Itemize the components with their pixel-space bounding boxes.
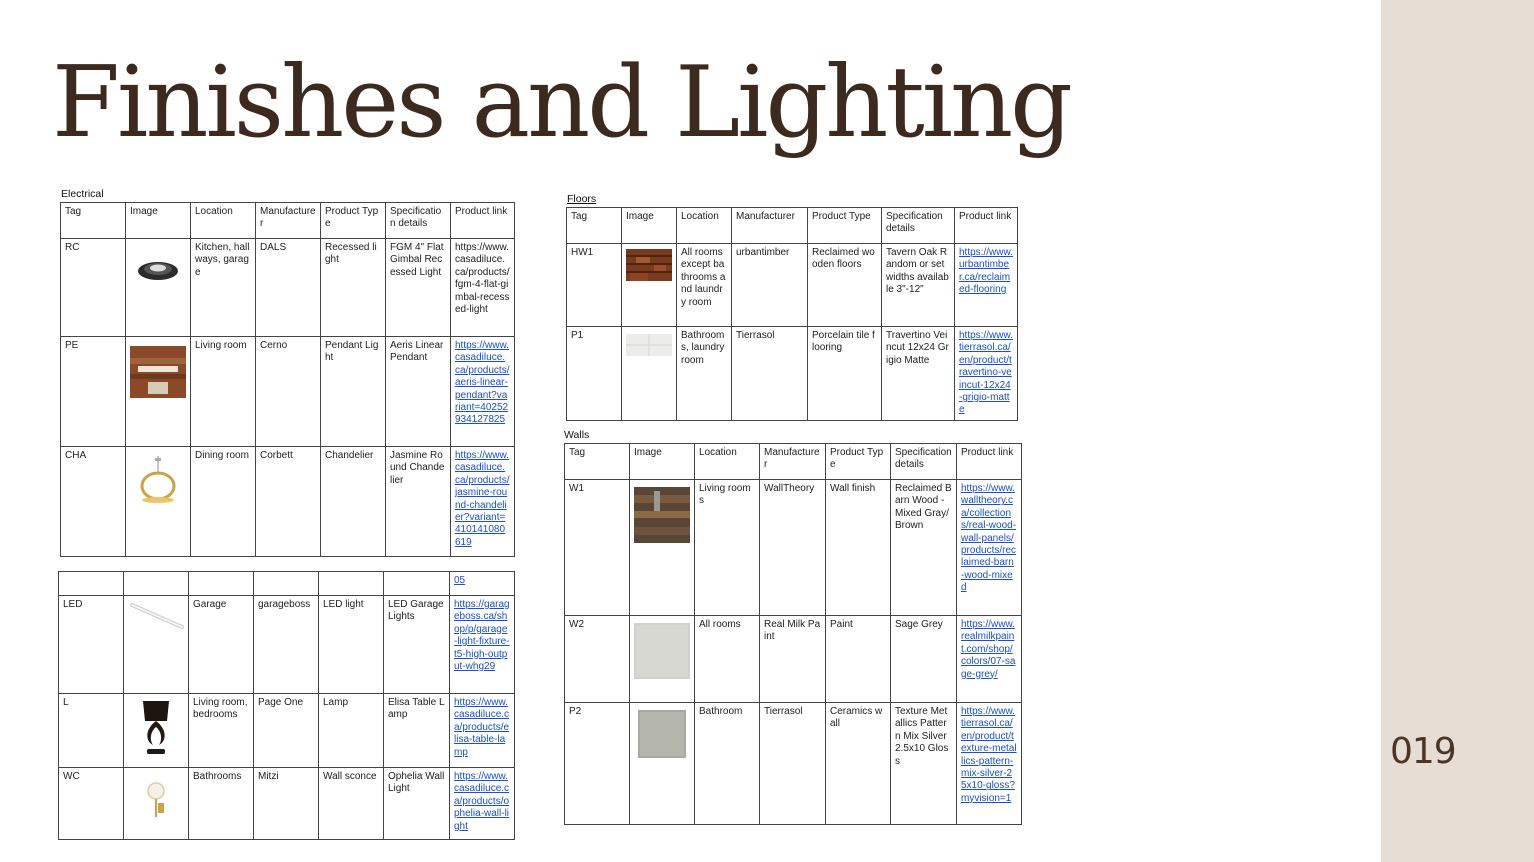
row-manufacturer: DALS bbox=[256, 239, 321, 337]
row-location: Bathrooms, laundry room bbox=[677, 327, 732, 421]
tile-floor-image bbox=[622, 327, 677, 421]
page-title: Finishes and Lighting bbox=[52, 46, 1070, 160]
table-row bbox=[59, 596, 515, 694]
row-location: All rooms bbox=[695, 616, 760, 703]
row-tag: L bbox=[59, 694, 124, 768]
header-image: Image bbox=[630, 444, 695, 480]
row-specification: LED Garage Lights bbox=[384, 596, 450, 694]
row-tag: W2 bbox=[565, 616, 630, 703]
row-product-type: Paint bbox=[826, 616, 891, 703]
header-product-link: Product link bbox=[451, 203, 515, 239]
header-product-type: Product Type bbox=[808, 208, 882, 244]
table-header-row bbox=[61, 203, 515, 239]
table-row bbox=[565, 480, 1022, 616]
row-location: Bathroom bbox=[695, 703, 760, 825]
table-row bbox=[59, 768, 515, 840]
row-product-type: Ceramics wall bbox=[826, 703, 891, 825]
header-product-type: Product Type bbox=[826, 444, 891, 480]
table-row bbox=[59, 694, 515, 768]
row-product-type: Pendant Light bbox=[321, 337, 386, 447]
row-location: Living room, bedrooms bbox=[189, 694, 254, 768]
row-product-type: Wall finish bbox=[826, 480, 891, 616]
chandelier-image bbox=[126, 447, 191, 557]
header-specification: Specification details bbox=[891, 444, 957, 480]
table-row bbox=[567, 244, 1018, 327]
row-tag: LED bbox=[59, 596, 124, 694]
row-specification: FGM 4" Flat Gimbal Recessed Light bbox=[386, 239, 451, 337]
walls-caption: Walls bbox=[564, 429, 590, 441]
header-manufacturer: Manufacturer bbox=[760, 444, 826, 480]
floors-caption: Floors bbox=[567, 193, 597, 205]
header-image: Image bbox=[126, 203, 191, 239]
row-product-type: Chandelier bbox=[321, 447, 386, 557]
table-row bbox=[61, 447, 515, 557]
led-tube-image bbox=[124, 596, 189, 694]
row-product-type: Wall sconce bbox=[319, 768, 384, 840]
header-product-type: Product Type bbox=[321, 203, 386, 239]
row-tag: PE bbox=[61, 337, 126, 447]
row-tag: W1 bbox=[565, 480, 630, 616]
row-manufacturer: Mitzi bbox=[254, 768, 319, 840]
row-product-type: Recessed light bbox=[321, 239, 386, 337]
row-product-link[interactable]: https://www.urbantimber.ca/reclaimed-flooring bbox=[955, 244, 1018, 327]
row-specification: Ophelia Wall Light bbox=[384, 768, 450, 840]
row-manufacturer: garageboss bbox=[254, 596, 319, 694]
row-specification: Jasmine Round Chandelier bbox=[386, 447, 451, 557]
table-row bbox=[565, 616, 1022, 703]
header-location: Location bbox=[191, 203, 256, 239]
row-product-type: Porcelain tile flooring bbox=[808, 327, 882, 421]
electrical-table bbox=[60, 202, 515, 557]
row-product-link[interactable]: https://www.casadiluce.ca/products/aeris-linear-pendant?variant=40252934127825 bbox=[451, 337, 515, 447]
row-product-link[interactable]: https://garageboss.ca/shop/p/garage-light-fixture-t5-high-output-whg29 bbox=[450, 596, 515, 694]
row-location: Garage bbox=[189, 596, 254, 694]
row-manufacturer: Corbett bbox=[256, 447, 321, 557]
header-manufacturer: Manufacturer bbox=[732, 208, 808, 244]
row-product-type: Reclaimed wooden floors bbox=[808, 244, 882, 327]
wall-sconce-image bbox=[124, 768, 189, 840]
header-location: Location bbox=[695, 444, 760, 480]
walls-table bbox=[564, 443, 1022, 825]
row-specification: Travertino Veincut 12x24 Grigio Matte bbox=[882, 327, 955, 421]
row-product-type: LED light bbox=[319, 596, 384, 694]
row-manufacturer: Real Milk Paint bbox=[760, 616, 826, 703]
row-tag: WC bbox=[59, 768, 124, 840]
header-tag: Tag bbox=[61, 203, 126, 239]
recessed-light-image bbox=[126, 239, 191, 337]
wood-floor-image bbox=[622, 244, 677, 327]
table-overflow-row bbox=[59, 572, 515, 596]
header-tag: Tag bbox=[565, 444, 630, 480]
electrical-caption: Electrical bbox=[61, 188, 104, 200]
row-specification: Tavern Oak Random or set widths available 3"-12" bbox=[882, 244, 955, 327]
row-tag: RC bbox=[61, 239, 126, 337]
header-location: Location bbox=[677, 208, 732, 244]
row-manufacturer: Page One bbox=[254, 694, 319, 768]
barn-wood-image bbox=[630, 480, 695, 616]
row-location: Bathrooms bbox=[189, 768, 254, 840]
floors-table bbox=[566, 207, 1018, 421]
row-manufacturer: Cerno bbox=[256, 337, 321, 447]
table-row bbox=[61, 239, 515, 337]
page-number: 019 bbox=[1390, 731, 1456, 772]
row-manufacturer: Tierrasol bbox=[760, 703, 826, 825]
table-header-row bbox=[565, 444, 1022, 480]
row-specification: Reclaimed Barn Wood - Mixed Gray/Brown bbox=[891, 480, 957, 616]
paint-swatch-image bbox=[630, 616, 695, 703]
row-tag: P2 bbox=[565, 703, 630, 825]
table-lamp-image bbox=[124, 694, 189, 768]
row-tag: HW1 bbox=[567, 244, 622, 327]
row-location: Dining room bbox=[191, 447, 256, 557]
row-specification: Texture Metallics Pattern Mix Silver 2.5x10 Gloss bbox=[891, 703, 957, 825]
row-manufacturer: urbantimber bbox=[732, 244, 808, 327]
ceramic-tile-image bbox=[630, 703, 695, 825]
table-row bbox=[565, 703, 1022, 825]
row-product-link[interactable]: https://www.casadiluce.ca/products/jasmine-round-chandelier?variant=410141080619 bbox=[451, 447, 515, 557]
header-product-link: Product link bbox=[955, 208, 1018, 244]
row-product-link[interactable]: https://www.walltheory.ca/collections/real-wood-wall-panels/products/reclaimed-barn-wood-mixed bbox=[957, 480, 1022, 616]
row-tag: CHA bbox=[61, 447, 126, 557]
table-row bbox=[61, 337, 515, 447]
row-location: Living rooms bbox=[695, 480, 760, 616]
row-location: Kitchen, hallways, garage bbox=[191, 239, 256, 337]
row-product-link[interactable]: https://www.tierrasol.ca/en/product/travertino-veincut-12x24-grigio-matte bbox=[955, 327, 1018, 421]
row-product-link[interactable]: https://www.casadiluce.ca/products/elisa-table-lamp bbox=[450, 694, 515, 768]
row-tag: P1 bbox=[567, 327, 622, 421]
header-tag: Tag bbox=[567, 208, 622, 244]
row-manufacturer: Tierrasol bbox=[732, 327, 808, 421]
electrical-continued-table bbox=[58, 571, 515, 840]
row-specification: Aeris Linear Pendant bbox=[386, 337, 451, 447]
pendant-light-image bbox=[126, 337, 191, 447]
header-image: Image bbox=[622, 208, 677, 244]
row-product-link[interactable]: https://www.tierrasol.ca/en/product/texture-metallics-pattern-mix-silver-25x10-gloss?myvision=1 bbox=[957, 703, 1022, 825]
row-product-type: Lamp bbox=[319, 694, 384, 768]
row-product-link[interactable]: https://www.realmilkpaint.com/shop/colors/07-sage-grey/ bbox=[957, 616, 1022, 703]
row-specification: Elisa Table Lamp bbox=[384, 694, 450, 768]
row-manufacturer: WallTheory bbox=[760, 480, 826, 616]
row-specification: Sage Grey bbox=[891, 616, 957, 703]
overflow-link[interactable]: 05 bbox=[450, 572, 515, 596]
table-header-row bbox=[567, 208, 1018, 244]
table-row bbox=[567, 327, 1018, 421]
row-location: All rooms except bathrooms and laundry room bbox=[677, 244, 732, 327]
header-manufacturer: Manufacturer bbox=[256, 203, 321, 239]
row-product-link[interactable]: https://www.casadiluce.ca/products/ophelia-wall-light bbox=[450, 768, 515, 840]
header-specification: Specification details bbox=[386, 203, 451, 239]
header-specification: Specification details bbox=[882, 208, 955, 244]
row-location: Living room bbox=[191, 337, 256, 447]
row-product-link: https://www.casadiluce.ca/products/fgm-4-flat-gimbal-recessed-light bbox=[451, 239, 515, 337]
header-product-link: Product link bbox=[957, 444, 1022, 480]
